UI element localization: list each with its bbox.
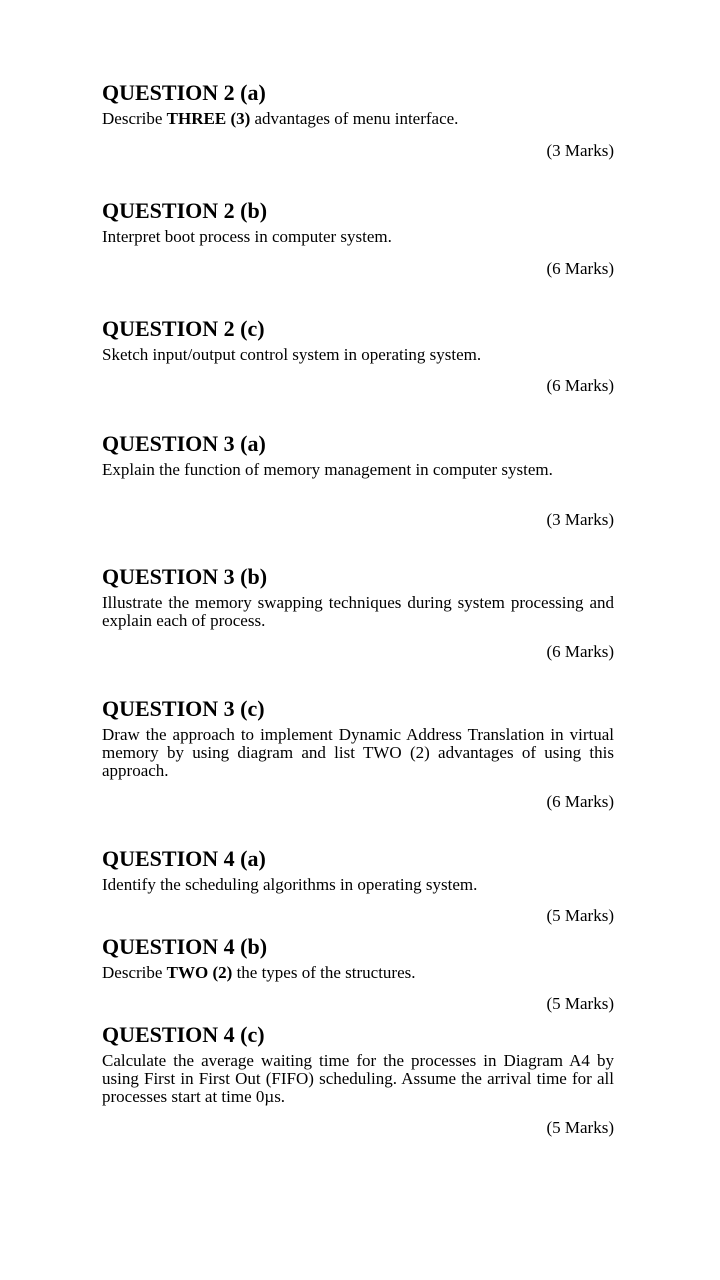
- marks-label: (5 Marks): [546, 994, 614, 1013]
- question-title: QUESTION 2 (c): [102, 316, 265, 341]
- question-title: QUESTION 4 (c): [102, 1022, 265, 1047]
- marks-label: (3 Marks): [546, 141, 614, 160]
- question-block: [102, 431, 614, 479]
- question-block: [102, 1022, 614, 1106]
- question-block: [102, 564, 614, 630]
- marks-label: (6 Marks): [546, 642, 614, 661]
- marks-label: (5 Marks): [546, 1118, 614, 1137]
- marks-label: (3 Marks): [546, 510, 614, 529]
- question-text: Calculate the average waiting time for the processes in Diagram A4 by using First in First Out (FIFO) scheduling. Assume the arrival time for all processes start at time 0µs.: [102, 1051, 614, 1106]
- question-title: QUESTION 4 (b): [102, 934, 268, 959]
- question-text: Identify the scheduling algorithms in operating system.: [102, 875, 478, 894]
- question-text: Illustrate the memory swapping techniques during system processing and explain each of process.: [102, 593, 614, 630]
- question-block: [102, 934, 614, 982]
- marks-label: (6 Marks): [546, 792, 614, 811]
- question-block: [102, 80, 614, 128]
- question-block: [102, 846, 614, 894]
- question-text: Describe TWO (2) the types of the structures.: [102, 963, 416, 982]
- question-block: [102, 316, 614, 364]
- question-title: QUESTION 3 (a): [102, 431, 266, 456]
- question-text: Sketch input/output control system in operating system.: [102, 345, 482, 364]
- question-text: Interpret boot process in computer system.: [102, 227, 392, 246]
- question-block: [102, 696, 614, 780]
- question-title: QUESTION 3 (c): [102, 696, 265, 721]
- question-text: Explain the function of memory management in computer system.: [102, 460, 553, 479]
- marks-label: (6 Marks): [546, 259, 614, 278]
- question-title: QUESTION 4 (a): [102, 846, 266, 871]
- question-title: QUESTION 2 (b): [102, 198, 268, 223]
- marks-label: (5 Marks): [546, 906, 614, 925]
- question-title: QUESTION 2 (a): [102, 80, 266, 105]
- question-title: QUESTION 3 (b): [102, 564, 268, 589]
- question-text: Describe THREE (3) advantages of menu interface.: [102, 109, 459, 128]
- marks-label: (6 Marks): [546, 376, 614, 395]
- question-block: [102, 198, 614, 246]
- question-text: Draw the approach to implement Dynamic Address Translation in virtual memory by using diagram and list TWO (2) advantages of using this approach.: [102, 725, 614, 780]
